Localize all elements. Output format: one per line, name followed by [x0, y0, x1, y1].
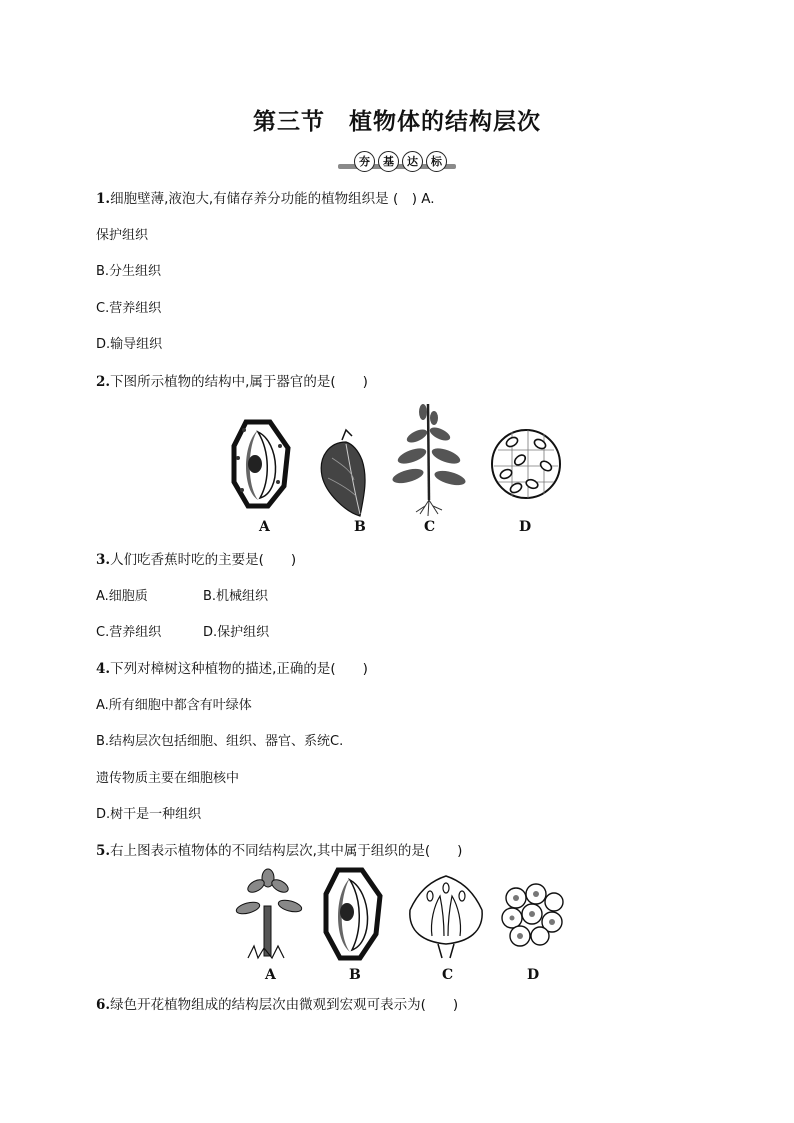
badge-char-3: 达 [402, 151, 423, 172]
q2-label-b: B [354, 519, 366, 535]
q5-label-c: C [442, 967, 454, 983]
question-1-text: 细胞壁薄,液泡大,有储存养分功能的植物组织是 ( ) A. [110, 191, 435, 207]
question-5-figure [234, 866, 574, 966]
question-3 [96, 548, 296, 568]
q5-label-a: A [265, 967, 276, 983]
question-6-text: 绿色开花植物组成的结构层次由微观到宏观可表示为( ) [110, 997, 459, 1013]
question-3-number: 3. [96, 552, 111, 568]
leaf-illustration-icon [321, 430, 365, 516]
question-1-option-a-text: 保护组织 [96, 228, 149, 243]
question-3-option-c: C.营养组织 [96, 625, 162, 640]
q2-label-d: D [519, 519, 532, 535]
question-1-option-c: C.营养组织 [96, 301, 162, 316]
q2-label-c: C [424, 519, 436, 535]
question-2-text: 下图所示植物的结构中,属于器官的是( ) [110, 374, 368, 390]
question-2 [96, 370, 368, 390]
question-1-option-d: D.输导组织 [96, 337, 163, 352]
question-3-option-d: D.保护组织 [203, 625, 270, 640]
question-1 [96, 187, 435, 207]
question-1-number: 1. [96, 191, 111, 207]
question-6 [96, 993, 458, 1013]
question-3-text: 人们吃香蕉时吃的主要是( ) [110, 552, 297, 568]
section-badge [338, 150, 456, 174]
question-2-number: 2. [96, 374, 111, 390]
question-2-figure [228, 400, 578, 520]
cell-illustration-icon [234, 422, 288, 506]
cell-illustration-icon [326, 870, 380, 958]
question-4-option-b: B.结构层次包括细胞、组织、器官、系统C. [96, 734, 344, 749]
badge-char-2: 基 [378, 151, 399, 172]
page-title: 第三节 植物体的结构层次 [253, 108, 541, 135]
whole-plant-illustration-icon [391, 404, 467, 516]
question-3-option-b: B.机械组织 [203, 589, 269, 604]
badge-char-1: 夯 [354, 151, 375, 172]
question-3-option-a: A.细胞质 [96, 589, 148, 604]
question-4-option-a: A.所有细胞中都含有叶绿体 [96, 698, 252, 713]
question-4-text: 下列对樟树这种植物的描述,正确的是( ) [110, 661, 368, 677]
q5-label-b: B [349, 967, 361, 983]
flower-illustration-icon [410, 876, 482, 958]
tissue-circle-illustration-icon [492, 430, 560, 498]
question-1-option-b: B.分生组织 [96, 264, 162, 279]
question-4-number: 4. [96, 661, 111, 677]
question-5-number: 5. [96, 843, 111, 859]
q2-label-a: A [259, 519, 270, 535]
badge-char-4: 标 [426, 151, 447, 172]
question-6-number: 6. [96, 997, 111, 1013]
question-5-text: 右上图表示植物体的不同结构层次,其中属于组织的是( ) [110, 843, 463, 859]
question-4 [96, 657, 368, 677]
question-4-option-c-text: 遗传物质主要在细胞核中 [96, 771, 240, 786]
question-4-option-d: D.树干是一种组织 [96, 807, 202, 822]
tree-illustration-icon [235, 869, 303, 958]
question-5 [96, 839, 462, 859]
tissue-cluster-illustration-icon [502, 884, 563, 946]
q5-label-d: D [527, 967, 540, 983]
